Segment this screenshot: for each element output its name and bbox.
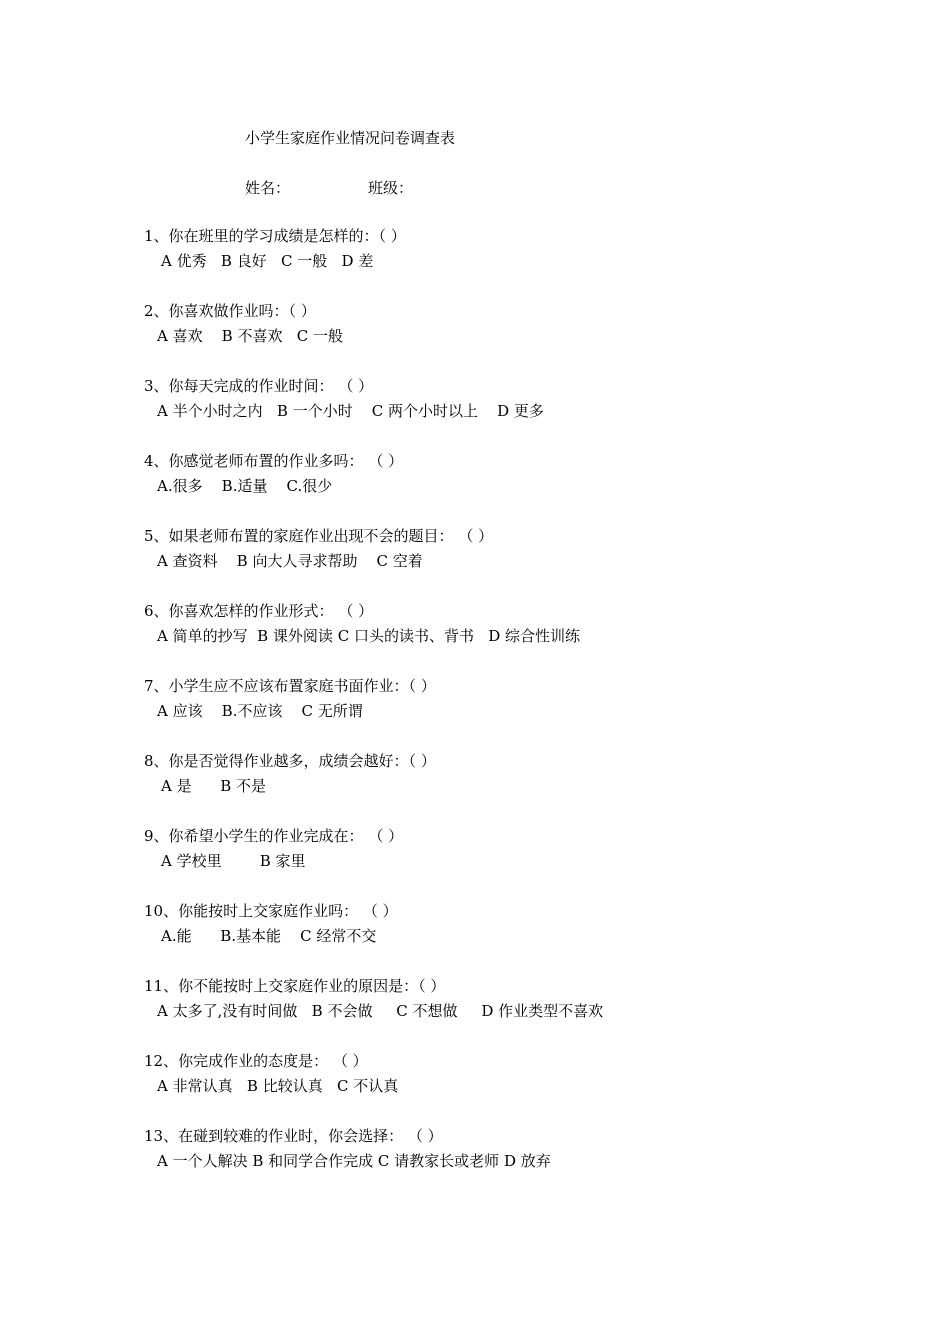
question-13: [144, 1126, 844, 1201]
question-12: [144, 1051, 844, 1126]
document-title: 小学生家庭作业情况问卷调查表: [245, 129, 456, 147]
question-1: [144, 226, 844, 301]
question-options: A 简单的抄写 B 课外阅读 C 口头的读书、背书 D 综合性训练: [157, 627, 581, 645]
question-options: A.很多 B.适量 C.很少: [157, 477, 333, 495]
question-5: [144, 526, 844, 601]
question-10: [144, 901, 844, 976]
question-text: 9、你希望小学生的作业完成在： （ ）: [144, 827, 404, 845]
question-options: A 查资料 B 向大人寻求帮助 C 空着: [157, 552, 423, 570]
question-text: 4、你感觉老师布置的作业多吗： （ ）: [144, 452, 404, 470]
question-text: 10、你能按时上交家庭作业吗： （ ）: [144, 902, 398, 920]
question-options: A 太多了,没有时间做 B 不会做 C 不想做 D 作业类型不喜欢: [157, 1002, 604, 1020]
question-text: 11、你不能按时上交家庭作业的原因是：（ ）: [144, 977, 446, 995]
question-list: [144, 226, 844, 1201]
question-options: A 是 B 不是: [161, 777, 267, 795]
question-text: 13、在碰到较难的作业时，你会选择： （ ）: [144, 1127, 443, 1145]
question-options: A 喜欢 B 不喜欢 C 一般: [157, 327, 344, 345]
question-6: [144, 601, 844, 676]
question-text: 2、你喜欢做作业吗：（ ）: [144, 302, 316, 320]
question-text: 12、你完成作业的态度是： （ ）: [144, 1052, 368, 1070]
question-4: [144, 451, 844, 526]
question-text: 7、小学生应不应该布置家庭书面作业：（ ）: [144, 677, 436, 695]
question-text: 3、你每天完成的作业时间： （ ）: [144, 377, 374, 395]
name-label: 姓名：: [245, 179, 291, 197]
question-options: A 学校里 B 家里: [161, 852, 306, 870]
class-label: 班级：: [368, 179, 414, 197]
question-9: [144, 826, 844, 901]
question-options: A 优秀 B 良好 C 一般 D 差: [161, 252, 374, 270]
question-text: 5、如果老师布置的家庭作业出现不会的题目： （ ）: [144, 527, 494, 545]
question-11: [144, 976, 844, 1051]
question-3: [144, 376, 844, 451]
question-text: 1、你在班里的学习成绩是怎样的：（ ）: [144, 227, 406, 245]
question-8: [144, 751, 844, 826]
question-options: A 非常认真 B 比较认真 C 不认真: [157, 1077, 399, 1095]
student-info-fields: [245, 177, 413, 198]
question-options: A 应该 B.不应该 C 无所谓: [157, 702, 363, 720]
question-options: A 半个小时之内 B 一个小时 C 两个小时以上 D 更多: [157, 402, 544, 420]
question-2: [144, 301, 844, 376]
question-options: A 一个人解决 B 和同学合作完成 C 请教家长或老师 D 放弃: [157, 1152, 551, 1170]
question-options: A.能 B.基本能 C 经常不交: [161, 927, 377, 945]
question-7: [144, 676, 844, 751]
question-text: 6、你喜欢怎样的作业形式： （ ）: [144, 602, 374, 620]
question-text: 8、你是否觉得作业越多，成绩会越好：（ ）: [144, 752, 436, 770]
